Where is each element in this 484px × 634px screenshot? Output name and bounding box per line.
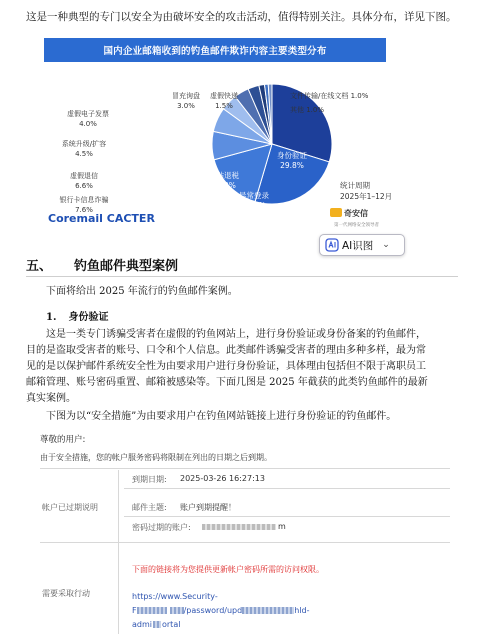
subsection-number: 1. bbox=[46, 312, 57, 323]
link-fragment: ortal bbox=[162, 620, 181, 629]
slice-label-outside: 冒充询盘 3.0% bbox=[172, 92, 200, 110]
blurred-link-part bbox=[137, 607, 167, 614]
ai-button-label: AI识图 bbox=[342, 239, 374, 252]
brand-logo-qianxin-tagline: 第一代网络安全领导者 bbox=[334, 223, 379, 228]
account-value bbox=[200, 522, 286, 531]
slice-label-outside: 文件传输/在线文档 1.0% bbox=[290, 92, 369, 100]
brand-logo-qianxin: 奇安信 bbox=[344, 209, 368, 218]
phishing-email-screenshot bbox=[40, 430, 450, 634]
ai-recognize-button[interactable] bbox=[319, 234, 405, 256]
slice-label-outside: 虚假退信 6.6% bbox=[70, 172, 98, 190]
chevron-down-icon: ⌄ bbox=[382, 240, 390, 250]
pie-chart-figure bbox=[44, 38, 393, 230]
intro-line: 这是一种典型的专门以安全为由破坏安全的攻击活动，值得特别关注。具体分布，详见下图。 bbox=[26, 11, 457, 23]
brand-badge-icon bbox=[330, 208, 342, 217]
link-fragment: F bbox=[132, 606, 137, 615]
blurred-link-part bbox=[153, 621, 161, 628]
email-divider bbox=[40, 542, 450, 543]
slice-label-inside: 补贴退税 16.2% bbox=[209, 171, 239, 190]
body-line: 邮箱管理、账号密码重置、邮箱被感染等。下面几图是 2025 年截获的此类钓鱼邮件的最新 bbox=[26, 377, 428, 388]
email-divider bbox=[40, 468, 450, 469]
phishing-link-line-2[interactable] bbox=[132, 606, 309, 615]
body-line: 真实案例。 bbox=[26, 393, 76, 404]
section-number: 五、 bbox=[26, 259, 53, 274]
email-notice: 由于安全措施，您的帐户服务密码将限制在列出的日期之后到期。 bbox=[40, 453, 272, 462]
chart-note: 统计周期 bbox=[340, 181, 370, 190]
redacted-account bbox=[202, 524, 276, 530]
chart-title: 国内企业邮箱收到的钓鱼邮件欺诈内容主要类型分布 bbox=[44, 38, 386, 62]
blurred-link-part bbox=[242, 607, 294, 614]
phishing-link[interactable]: https://www.Security- bbox=[132, 592, 218, 601]
brand-logo-coremail: Coremail CACTER bbox=[48, 212, 155, 225]
email-divider bbox=[124, 488, 450, 489]
email-divider bbox=[124, 516, 450, 517]
slice-label-inside: 异常登录 24.7% bbox=[239, 191, 269, 210]
slice-label-inside: 身份验证 29.8% bbox=[277, 151, 307, 170]
phishing-link-line-3[interactable] bbox=[132, 620, 180, 629]
link-fragment: /password/upd bbox=[183, 606, 243, 615]
body-line: 目的是盗取受害者的账号、口令和个人信息。此类邮件诱骗受害者的理由多种多样，最为常 bbox=[26, 345, 426, 356]
email-warning: 下面的链接将为您提供更新帐户密码所需的访问权限。 bbox=[132, 565, 324, 574]
slice-label-outside: 银行卡信息诈骗 7.6% bbox=[59, 196, 109, 214]
section-divider bbox=[26, 276, 458, 277]
chart-note: 2025年1–12月 bbox=[340, 192, 393, 201]
section-heading bbox=[26, 255, 178, 274]
subject-value: 账户到期提醒！ bbox=[180, 503, 236, 512]
ai-sparkle-icon bbox=[325, 238, 339, 252]
section-title: 钓鱼邮件典型案例 bbox=[74, 259, 179, 274]
subsection-title: 身份验证 bbox=[68, 312, 109, 323]
slice-label-outside: 系统升级/扩容 4.5% bbox=[61, 140, 107, 158]
subsection-heading bbox=[46, 308, 108, 323]
email-side-label: 需要采取行动 bbox=[42, 589, 90, 598]
link-fragment: admi bbox=[132, 620, 152, 629]
slice-label-outside: 虚假电子发票 4.0% bbox=[67, 110, 109, 128]
figure-intro: 下图为以“安全措施”为由要求用户在钓鱼网站链接上进行身份验证的钓鱼邮件。 bbox=[46, 411, 397, 422]
pie-chart bbox=[44, 62, 393, 230]
body-line: 见的是以保护邮件系统安全性为由要求用户进行身份验证，具体理由包括但不限于离职员工 bbox=[26, 361, 426, 372]
expiry-value: 2025-03-26 16:27:13 bbox=[180, 474, 265, 483]
email-side-label: 帐户已过期说明 bbox=[42, 503, 98, 512]
expiry-label: 到期日期: bbox=[132, 475, 167, 484]
body-line: 这是一类专门诱骗受害者在虚假的钓鱼网站上，进行身份验证或身份备案的钓鱼邮件， bbox=[46, 329, 426, 340]
slice-label-outside: 其他 1.0% bbox=[290, 106, 325, 114]
subject-label: 邮件主题: bbox=[132, 503, 167, 512]
account-label: 密码过期的账户: bbox=[132, 523, 191, 532]
blurred-link-part bbox=[170, 607, 184, 614]
email-column-divider bbox=[118, 470, 119, 634]
slice-label-outside: 虚假快递 1.5% bbox=[210, 92, 238, 110]
link-fragment: hld- bbox=[294, 606, 310, 615]
email-greeting: 尊敬的用户: bbox=[40, 435, 86, 445]
section-intro: 下面将给出 2025 年流行的钓鱼邮件案例。 bbox=[46, 286, 238, 297]
account-suffix: m bbox=[278, 522, 286, 531]
